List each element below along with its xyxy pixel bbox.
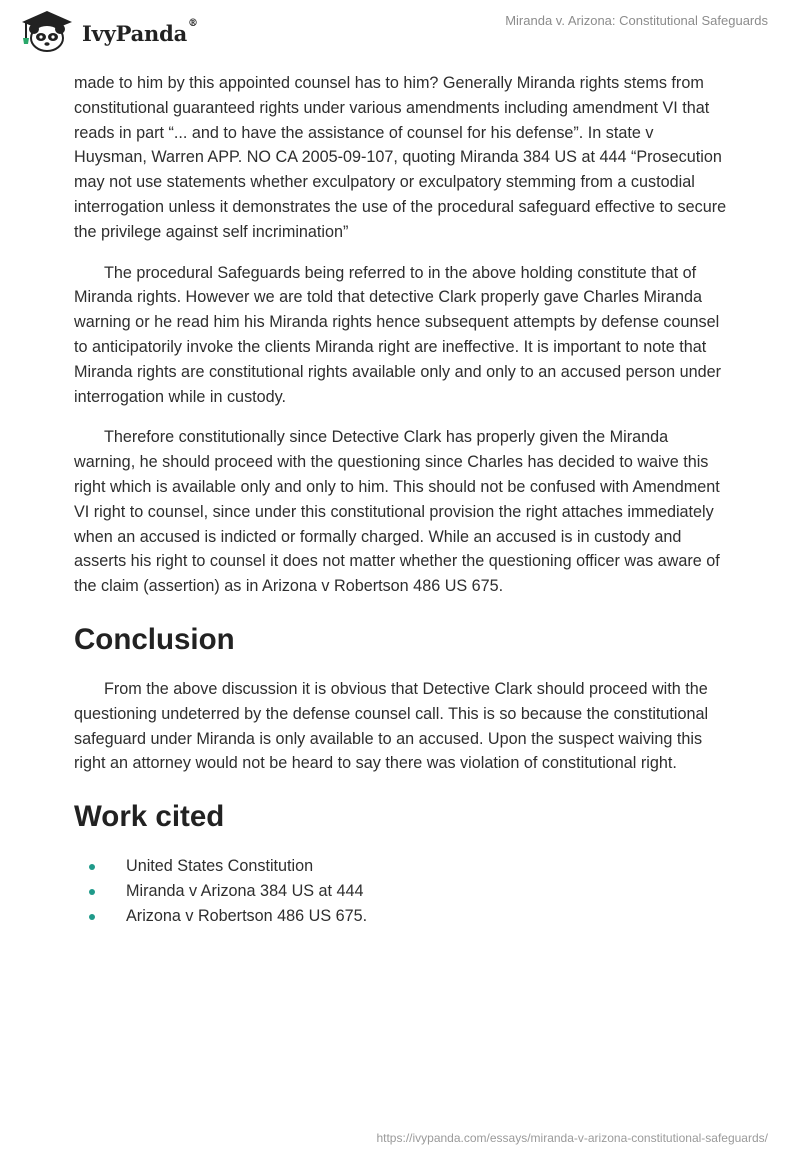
conclusion-paragraph: From the above discussion it is obvious that Detective Clark should proceed with the questioning undeterred by the defense counsel call. This is so because the constitutional safeguard under Miranda is only available to an accused. Upon the suspect waiving this right an attorney would not be heard to say there was violation of constitutional right. (74, 679, 709, 773)
list-item: Miranda v Arizona 384 US at 444 (74, 879, 728, 904)
essay-content (74, 71, 728, 929)
bullet-icon (89, 889, 95, 895)
paragraph-2: The procedural Safeguards being referred to in the above holding constitute that of Miranda rights. However we are told that detective Clark properly gave Charles Miranda warning or he read him his Miranda rights hence subsequent attempts by defense counsel to anticipatorily invoke the clients Miranda right are ineffective. It is important to note that Miranda rights are constitutional rights available only and only to an accused person under interrogation while in custody. (74, 263, 721, 406)
paragraph-1: made to him by this appointed counsel has to him? Generally Miranda rights stems from constitutional guaranteed rights under various amendments including amendment VI that reads in part “... and to have the assistance of counsel for his defense”. In state v Huysman, Warren APP. NO CA 2005-09-107, quoting Miranda 384 US at 444 “Prosecution may not use statements whether exculpatory or exculpatory stemming from a custodial interrogation unless it demonstrates the use of the procedural safeguard effective to secure the privilege against self incrimination” (74, 74, 727, 241)
page-header (0, 0, 800, 64)
panda-graduate-icon (14, 8, 76, 52)
works-cited-list (74, 854, 728, 929)
registered-mark: ® (188, 17, 198, 29)
brand-name: IvyPanda® (82, 17, 198, 46)
source-url[interactable]: https://ivypanda.com/essays/miranda-v-arizona-constitutional-safeguards/ (376, 1131, 768, 1145)
works-cited-heading: Work cited (74, 800, 225, 834)
paragraph-3: Therefore constitutionally since Detective Clark has properly given the Miranda warning, he should proceed with the questioning since Charles has decided to waive this right which is available only and only to him. This should not be confused with Amendment VI right to counsel, since under this constitutional provision the right attaches immediately when an accused is indicted or formally charged. While an accused is in custody and asserts his right to counsel it does not matter whether the questioning officer was aware of the claim (assertion) as in Arizona v Robertson 486 US 675. (74, 428, 720, 596)
bullet-icon (89, 914, 95, 920)
list-item: Arizona v Robertson 486 US 675. (74, 904, 728, 929)
list-item: United States Constitution (74, 854, 728, 879)
ivypanda-logo[interactable] (14, 8, 198, 52)
bullet-icon (89, 864, 95, 870)
document-title: Miranda v. Arizona: Constitutional Safeguards (505, 13, 768, 28)
conclusion-heading: Conclusion (74, 622, 235, 656)
